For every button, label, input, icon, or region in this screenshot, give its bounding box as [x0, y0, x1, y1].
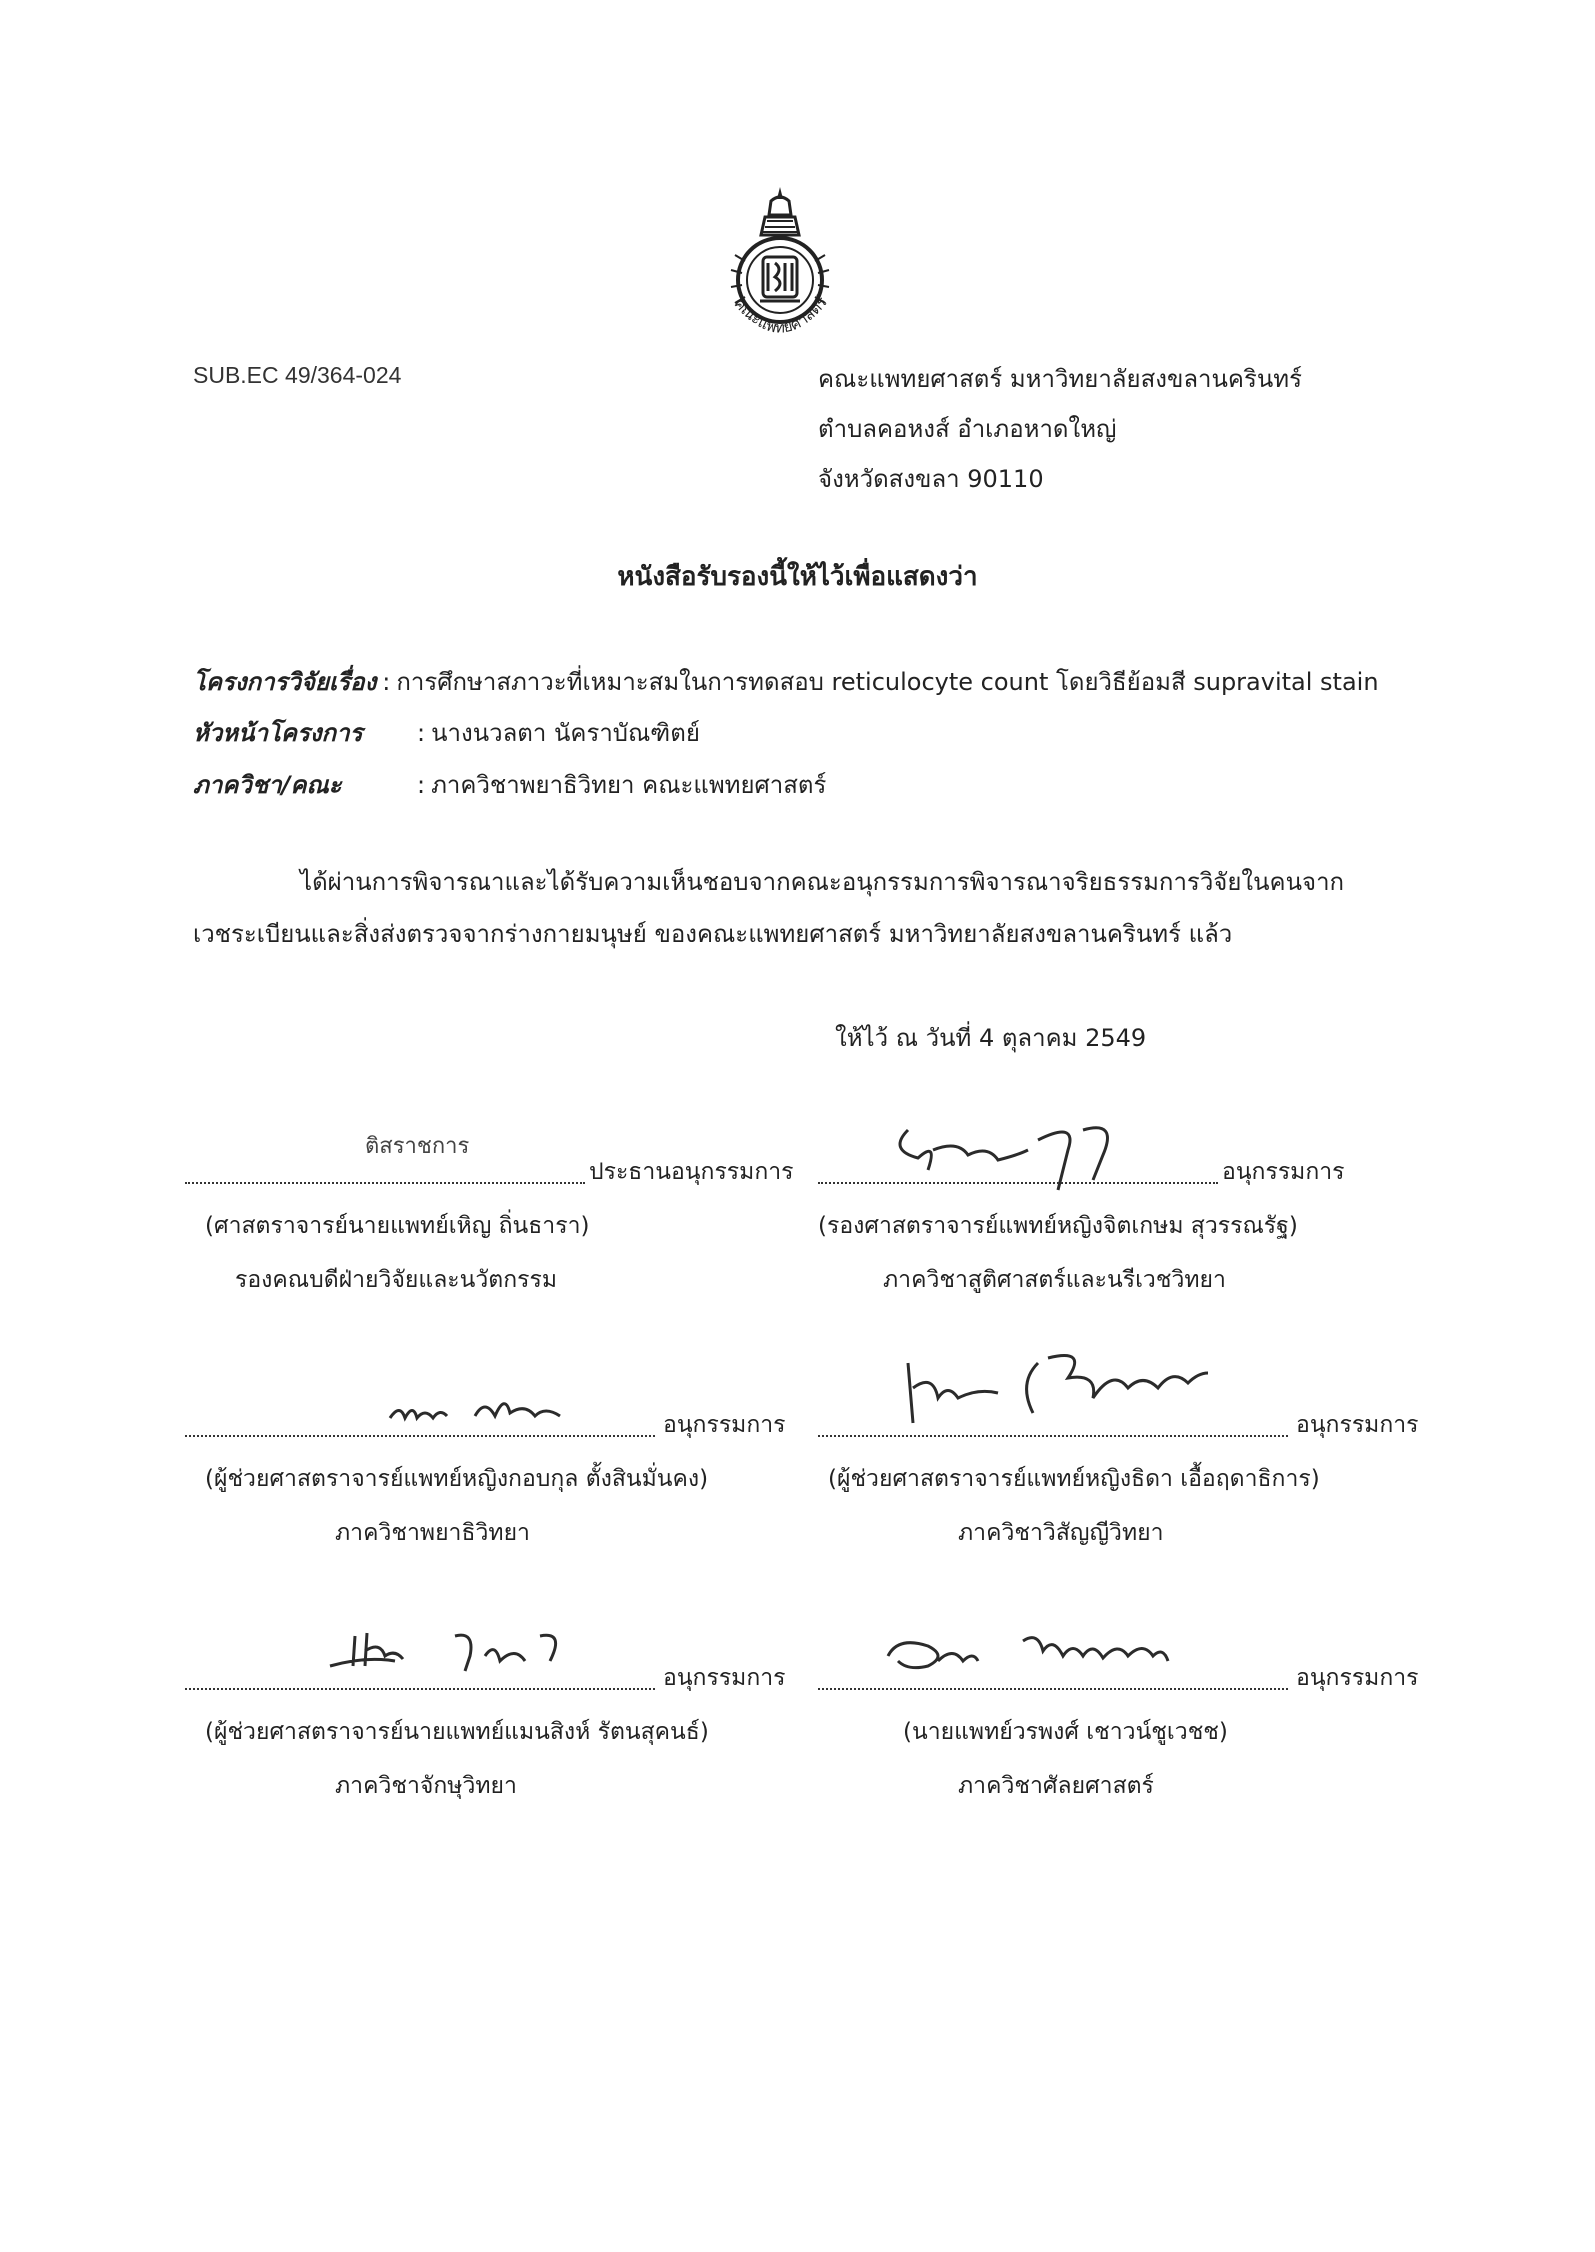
- project-dept-label: ภาควิชา/คณะ: [193, 771, 342, 799]
- signatory-department: ภาควิชาสูติศาสตร์และนรีเวชวิทยา: [883, 1267, 1226, 1293]
- signature-role: ประธานอนุกรรมการ: [589, 1159, 794, 1185]
- project-title-label: โครงการวิจัยเรื่อง: [193, 668, 377, 696]
- address-line: ตำบลคอหงส์ อำเภอหาดใหญ่: [818, 415, 1117, 443]
- body-line: เวชระเบียนและสิ่งส่งตรวจจากร่างกายมนุษย์ ของคณะแพทยศาสตร์ มหาวิทยาลัยสงขลานครินทร์ แล้ว: [193, 920, 1233, 948]
- signature-line: [185, 1435, 655, 1437]
- address-block: [818, 354, 1302, 504]
- address-line: จังหวัดสงขลา 90110: [818, 465, 1044, 493]
- signatory-department: ภาควิชาวิสัญญีวิทยา: [958, 1520, 1164, 1546]
- separator: :: [417, 771, 426, 799]
- separator: :: [417, 719, 426, 747]
- signature-line: [818, 1182, 1218, 1184]
- project-dept-row: [193, 765, 826, 804]
- issue-date: ให้ไว้ ณ วันที่ 4 ตุลาคม 2549: [835, 1024, 1147, 1052]
- project-dept-value: ภาควิชาพยาธิวิทยา คณะแพทยศาสตร์: [431, 771, 827, 799]
- signature-line: [185, 1182, 585, 1184]
- handwritten-signature: [868, 1616, 1248, 1696]
- address-line: คณะแพทยศาสตร์ มหาวิทยาลัยสงขลานครินทร์: [818, 365, 1302, 393]
- project-head-row: [193, 713, 700, 752]
- project-title-value: การศึกษาสภาวะที่เหมาะสมในการทดสอบ reticulocyte count โดยวิธีย้อมสี supravital stain: [396, 668, 1379, 696]
- signature-role: อนุกรรมการ: [1296, 1412, 1419, 1438]
- signatory-name: (ผู้ช่วยศาสตราจารย์แพทย์หญิงธิดา เอื้อฤดาธิการ): [828, 1466, 1320, 1492]
- handwritten-signature: [878, 1110, 1198, 1200]
- signature-role: อนุกรรมการ: [663, 1665, 786, 1691]
- handwritten-signature: ติสราชการ: [365, 1134, 470, 1159]
- signature-role: อนุกรรมการ: [1222, 1159, 1345, 1185]
- body-line: ได้ผ่านการพิจารณาและได้รับความเห็นชอบจากคณะอนุกรรมการพิจารณาจริยธรรมการวิจัยในคนจาก: [300, 868, 1345, 896]
- reference-number: SUB.EC 49/364-024: [193, 362, 402, 388]
- signatory-department: ภาควิชาจักษุวิทยา: [335, 1773, 517, 1799]
- handwritten-signature: [385, 1378, 625, 1438]
- signature-role: อนุกรรมการ: [1296, 1665, 1419, 1691]
- signatory-name: (ผู้ช่วยศาสตราจารย์แพทย์หญิงกอบกุล ตั้งสินมั่นคง): [205, 1466, 709, 1492]
- faculty-seal-icon: [705, 185, 855, 355]
- signatory-name: (ผู้ช่วยศาสตราจารย์นายแพทย์แมนสิงห์ รัตนสุคนธ์): [205, 1719, 709, 1745]
- project-title-row: [193, 662, 1379, 701]
- signatory-department: รองคณบดีฝ่ายวิจัยและนวัตกรรม: [235, 1267, 558, 1293]
- project-head-label: หัวหน้าโครงการ: [193, 719, 363, 747]
- signature-line: [818, 1435, 1288, 1437]
- signatory-name: (นายแพทย์วรพงศ์ เชาวน์ชูเวชช): [903, 1719, 1228, 1745]
- signature-role: อนุกรรมการ: [663, 1412, 786, 1438]
- separator: :: [382, 668, 391, 696]
- signatory-name: (ศาสตราจารย์นายแพทย์เหิญ ถิ่นธารา): [205, 1213, 590, 1239]
- signatory-department: ภาควิชาพยาธิวิทยา: [335, 1520, 530, 1546]
- seal-text: คณะแพทยศาสตร์: [730, 293, 831, 337]
- certificate-heading: หนังสือรับรองนี้ให้ไว้เพื่อแสดงว่า: [617, 562, 978, 592]
- handwritten-signature: [888, 1343, 1248, 1443]
- signature-line: [185, 1688, 655, 1690]
- signatory-department: ภาควิชาศัลยศาสตร์: [958, 1773, 1154, 1799]
- signatory-name: (รองศาสตราจารย์แพทย์หญิงจิตเกษม สุวรรณรัฐ): [818, 1213, 1298, 1239]
- signature-line: [818, 1688, 1288, 1690]
- handwritten-signature: [325, 1611, 625, 1691]
- faculty-seal-graphic: [705, 185, 855, 355]
- project-head-value: นางนวลตา นัคราบัณฑิตย์: [431, 719, 700, 747]
